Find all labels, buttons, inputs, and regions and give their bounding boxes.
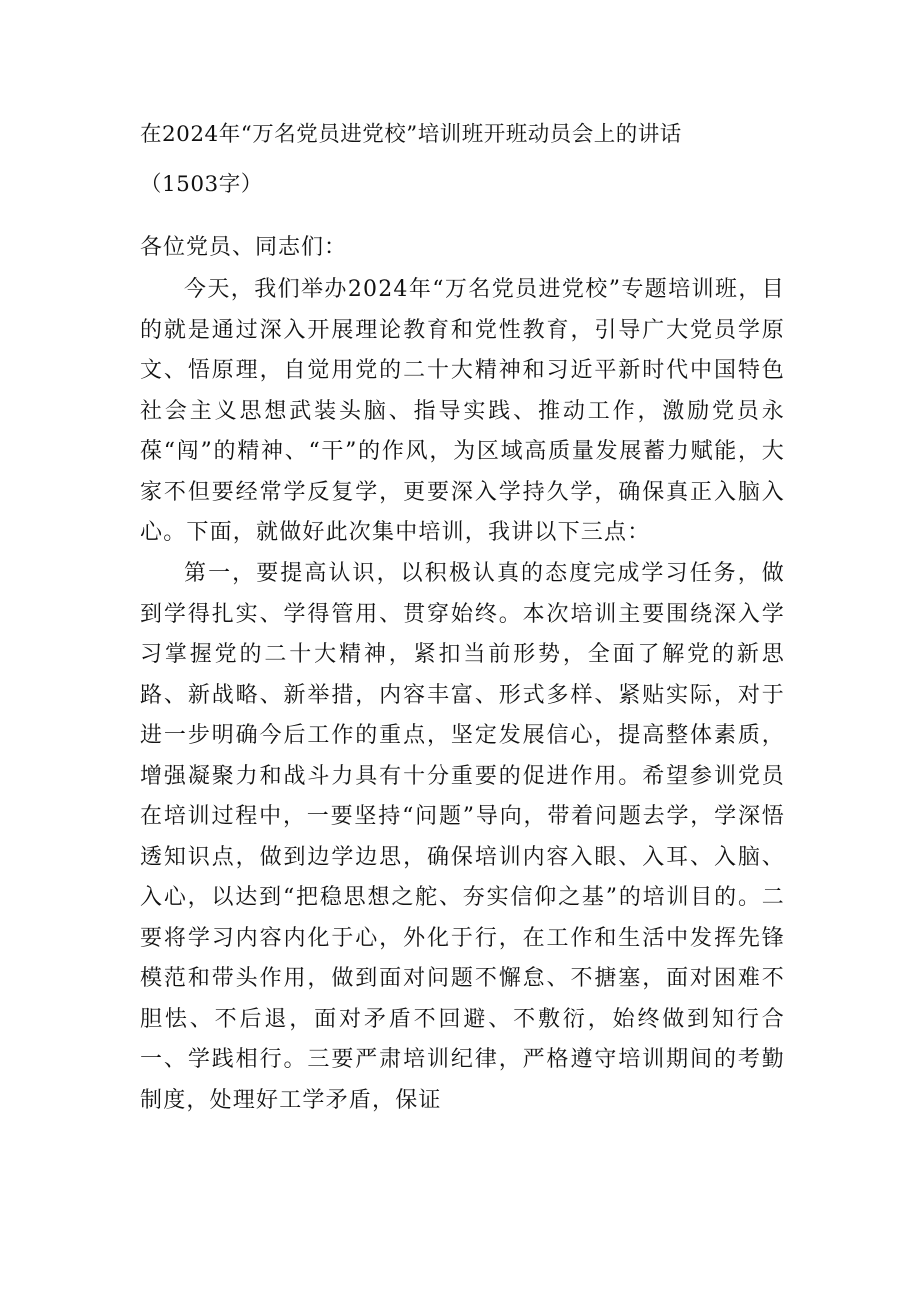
salutation: 各位党员、同志们： [140,235,348,260]
word-count: （1503字） [140,172,263,197]
paragraph-first-point: 第一，要提高认识，以积极认真的态度完成学习任务，做到学得扎实、学得管用、贯穿始终。本次培训主要围绕深入学习掌握党的二十大精神，紧扣当前形势，全面了解党的新思路、新战略、新举措，内容丰富、形式多样、紧贴实际，对于进一步明确今后工作的重点，坚定发展信心，提高整体素质，增强凝聚力和战斗力具有十分重要的促进作用。希望参训党员在培训过程中，一要坚持“问题”导向，带着问题去学，学深悟透知识点，做到边学边思，确保培训内容入眼、入耳、入脑、入心，以达到“把稳思想之舵、夯实信仰之基”的培训目的。二要将学习内容内化于心，外化于行，在工作和生活中发挥先锋模范和带头作用，做到面对问题不懈怠、不搪塞，面对困难不胆怯、不后退，面对矛盾不回避、不敷衍，始终做到知行合一、学践相行。三要严肃培训纪律，严格遵守培训期间的考勤制度，处理好工学矛盾，保证 [140,561,785,1113]
document-title: 在2024年“万名党员进党校”培训班开班动员会上的讲话 [140,122,682,147]
paragraph-intro: 今天，我们举办2024年“万名党员进党校”专题培训班，目的就是通过深入开展理论教育和党性教育，引导广大党员学原文、悟原理，自觉用党的二十大精神和习近平新时代中国特色社会主义思想武装头脑、指导实践、推动工作，激励党员永葆“闯”的精神、“干”的作风，为区域高质量发展蓄力赋能，大家不但要经常学反复学，更要深入学持久学，确保真正入脑入心。下面，就做好此次集中培训，我讲以下三点： [140,277,785,545]
